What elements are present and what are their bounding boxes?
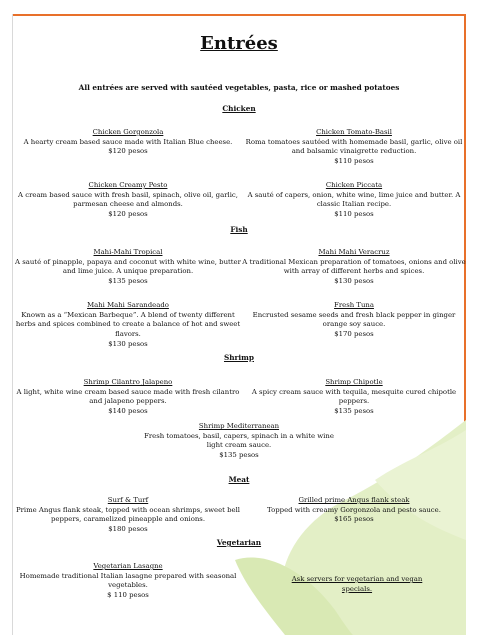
item-description: A traditional Mexican preparation of tomatoes, onions and olive with array of different herbs and spices.	[242, 257, 466, 276]
item-name: Chicken Gorgonzola	[92, 128, 164, 136]
item-name: Shrimp Mediterranean	[198, 422, 280, 430]
item-price: $130 pesos	[108, 339, 148, 348]
item-name: Chicken Tomato-Basil	[316, 128, 392, 136]
menu-item-surf-turf	[14, 496, 242, 535]
item-description: A spicy cream sauce with tequila, mesquite cured chipotle peppers.	[251, 387, 457, 406]
menu-item-mahi-tropical	[14, 248, 242, 287]
item-name: Shrimp Chipotle	[325, 378, 383, 386]
item-description: A sauté of capers, onion, white wine, lime juice and butter. A classic Italian recipe.	[247, 190, 461, 209]
menu-item-chicken-creamy-pesto	[14, 181, 242, 220]
menu-item-grilled-angus	[240, 496, 468, 525]
item-description: A sauté of pinapple, papaya and coconut with white wine, butter and lime juice. A unique preparation.	[15, 257, 241, 276]
menu-item-chicken-piccata	[240, 181, 468, 220]
item-name: Vegetarian Lasagne	[93, 562, 163, 570]
intro-note: All entrées are served with sautéed vegetables, pasta, rice or mashed potatoes	[78, 83, 400, 92]
menu-page	[14, 16, 464, 635]
item-name: Chicken Creamy Pesto	[88, 181, 168, 189]
item-price: $180 pesos	[108, 525, 148, 534]
item-price: $130 pesos	[334, 277, 374, 286]
item-price: $135 pesos	[219, 451, 259, 460]
item-name: Grilled prime Angus flank steak	[298, 496, 410, 504]
item-price: $120 pesos	[108, 210, 148, 219]
item-description: A hearty cream based sauce made with Italian Blue cheese.	[23, 137, 233, 146]
item-price: $110 pesos	[334, 210, 374, 219]
item-name: Shrimp Cilantro Jalapeno	[83, 378, 173, 386]
page-title: Entrées	[200, 33, 278, 54]
item-price: $170 pesos	[334, 330, 374, 339]
item-price: $135 pesos	[108, 277, 148, 286]
section-fish: Fish	[230, 225, 248, 234]
item-description: Known as a “Mexican Barbeque”. A blend of twenty different herbs and spices combined to create a balance of hot and sweet flavors.	[15, 310, 241, 339]
menu-item-mahi-sarandeado	[14, 301, 242, 350]
item-description: Roma tomatoes sautéed with homemade basil, garlic, olive oil and balsamic vinaigrette reduction.	[245, 137, 463, 156]
item-price: $ 110 pesos	[107, 591, 149, 600]
menu-item-vegetarian-lasagne	[14, 562, 242, 601]
menu-item-shrimp-chipotle	[240, 378, 468, 417]
item-name: Mahi Mahi Sarandeado	[87, 301, 169, 309]
item-description: Topped with creamy Gorgonzola and pesto sauce.	[267, 505, 441, 514]
item-description: Fresh tomatoes, basil, capers, spinach in a white wine light cream sauce.	[144, 431, 334, 450]
item-price: $110 pesos	[334, 157, 374, 166]
item-name: Mahi Mahi Veracruz	[318, 248, 390, 256]
section-meat: Meat	[228, 475, 250, 484]
menu-item-shrimp-cilantro	[14, 378, 242, 417]
item-price: $140 pesos	[108, 407, 148, 416]
section-chicken: Chicken	[222, 104, 256, 113]
item-description: A cream based sauce with fresh basil, spinach, olive oil, garlic, parmesan cheese and almonds.	[18, 190, 238, 209]
item-price: $135 pesos	[334, 407, 374, 416]
menu-item-chicken-gorgonzola	[14, 128, 242, 157]
item-description: Encrusted sesame seeds and fresh black pepper in ginger orange soy sauce.	[252, 310, 456, 329]
item-price: $120 pesos	[108, 147, 148, 156]
menu-item-chicken-tomato-basil	[240, 128, 468, 167]
item-price: $165 pesos	[334, 515, 374, 524]
item-description: Homemade traditional Italian lasagne prepared with seasonal vegetables.	[19, 571, 237, 590]
section-shrimp: Shrimp	[223, 353, 254, 362]
item-description: Prime Angus flank steak, topped with ocean shrimps, sweet bell peppers, caramelized pineapple and onions.	[16, 505, 240, 524]
item-description: A light, white wine cream based sauce made with fresh cilantro and jalapeno peppers.	[16, 387, 240, 406]
item-name: Fresh Tuna	[334, 301, 374, 309]
item-name: Mahi-Mahi Tropical	[93, 248, 163, 256]
page-border-left	[12, 14, 13, 635]
menu-item-mahi-veracruz	[240, 248, 468, 287]
item-name: Chicken Piccata	[325, 181, 383, 189]
section-vegetarian: Vegetarian	[216, 538, 262, 547]
ask-servers-note: Ask servers for vegetarian and vegan specials.	[291, 575, 423, 593]
item-name: Surf & Turf	[107, 496, 149, 504]
menu-item-fresh-tuna	[240, 301, 468, 340]
menu-item-shrimp-mediterranean	[144, 422, 334, 461]
